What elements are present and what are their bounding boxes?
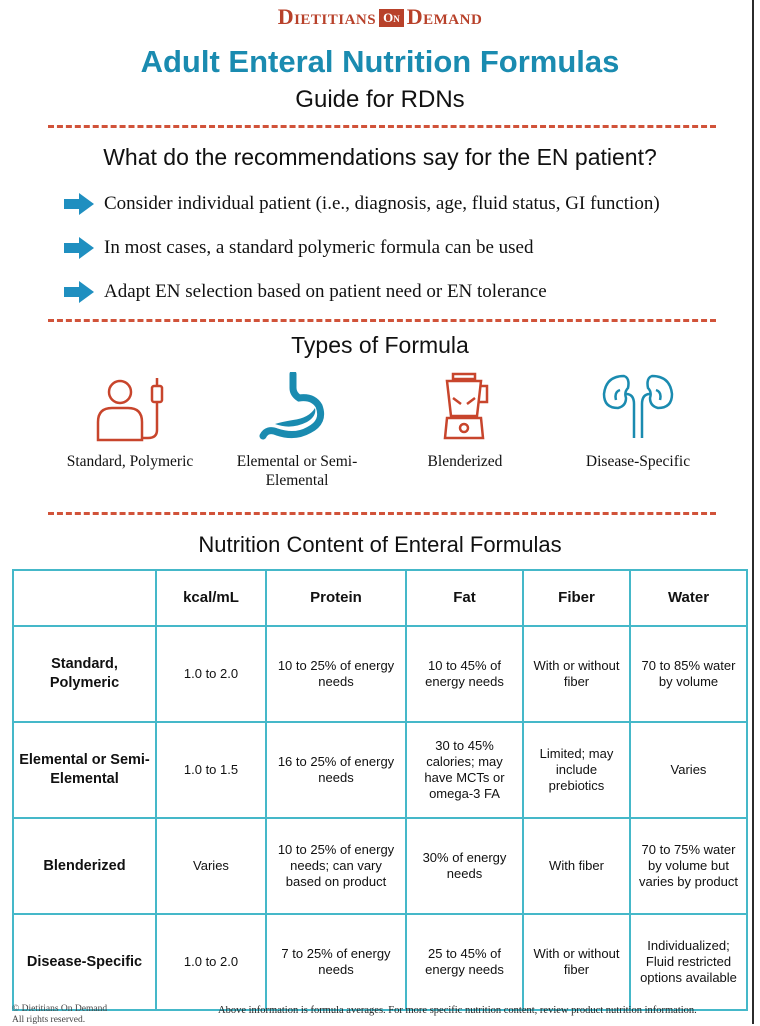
- table-cell: 10 to 45% of energy needs: [406, 626, 523, 722]
- table-cell: With or without fiber: [523, 626, 630, 722]
- brand-on-badge: On: [379, 9, 404, 27]
- table-row: [13, 914, 747, 1010]
- formula-type-blenderized: [375, 372, 555, 471]
- arrow-right-icon: [64, 193, 94, 215]
- table-cell: 30% of energy needs: [406, 818, 523, 914]
- rights-text: All rights reserved.: [12, 1015, 86, 1025]
- row-header: Elemental or Semi-Elemental: [13, 722, 156, 818]
- brand-word-1: Dietitians: [277, 4, 377, 29]
- recommendations-question: What do the recommendations say for the EN patient?: [103, 144, 657, 170]
- table-cell: 30 to 45% calories; may have MCTs or omega-3 FA: [406, 722, 523, 818]
- table-row: [13, 818, 747, 914]
- table-cell: 70 to 85% water by volume: [630, 626, 747, 722]
- arrow-right-icon: [64, 281, 94, 303]
- formula-type-standard: [40, 372, 220, 471]
- nutrition-content-table: [12, 569, 748, 1011]
- column-header: Water: [630, 570, 747, 626]
- list-item-text: Adapt EN selection based on patient need or EN tolerance: [104, 281, 547, 302]
- table-cell: 70 to 75% water by volume but varies by product: [630, 818, 747, 914]
- table-cell: Varies: [156, 818, 266, 914]
- table-cell: 1.0 to 1.5: [156, 722, 266, 818]
- table-cell: Individualized; Fluid restricted options available: [630, 914, 747, 1010]
- table-cell: 25 to 45% of energy needs: [406, 914, 523, 1010]
- formula-type-label: Disease-Specific: [585, 453, 691, 470]
- brand-logo: [0, 4, 760, 30]
- formula-type-elemental: [207, 372, 387, 490]
- row-header: Disease-Specific: [13, 914, 156, 1010]
- table-row: [13, 722, 747, 818]
- list-item-text: Consider individual patient (i.e., diagnosis, age, fluid status, GI function): [104, 193, 660, 214]
- formula-type-label: Elemental or Semi-Elemental: [236, 453, 358, 489]
- list-item-text: In most cases, a standard polymeric formula can be used: [104, 237, 534, 258]
- section-divider: [48, 125, 716, 128]
- table-cell: 10 to 25% of energy needs: [266, 626, 406, 722]
- table-row: [13, 626, 747, 722]
- blender-icon: [425, 372, 505, 442]
- list-item: [64, 270, 744, 314]
- table-cell: 7 to 25% of energy needs: [266, 914, 406, 1010]
- section-divider: [48, 319, 716, 322]
- list-item: [64, 182, 744, 226]
- row-header: Standard, Polymeric: [13, 626, 156, 722]
- recommendations-list: [64, 182, 744, 314]
- copyright-text: © Dietitians On Demand: [12, 1004, 108, 1014]
- footer-note: Above information is formula averages. For more specific nutrition content, review product nutrition information.: [218, 1005, 697, 1016]
- table-cell: 10 to 25% of energy needs; can vary based on product: [266, 818, 406, 914]
- formula-type-disease-specific: [548, 372, 728, 471]
- column-header: Protein: [266, 570, 406, 626]
- table-cell: Limited; may include prebiotics: [523, 722, 630, 818]
- list-item: [64, 226, 744, 270]
- kidneys-icon: [598, 372, 678, 442]
- types-title: Types of Formula: [291, 332, 469, 358]
- table-cell: Varies: [630, 722, 747, 818]
- footer-copyright: [12, 1004, 107, 1026]
- column-header: Fat: [406, 570, 523, 626]
- brand-word-2: Demand: [406, 4, 483, 29]
- table-cell: With or without fiber: [523, 914, 630, 1010]
- formula-type-label: Blenderized: [427, 453, 503, 470]
- person-with-feeding-pump-icon: [90, 372, 170, 442]
- section-divider: [48, 512, 716, 515]
- stomach-icon: [257, 372, 337, 442]
- table-cell: With fiber: [523, 818, 630, 914]
- column-header: [13, 570, 156, 626]
- row-header: Blenderized: [13, 818, 156, 914]
- table-cell: 16 to 25% of energy needs: [266, 722, 406, 818]
- column-header: kcal/mL: [156, 570, 266, 626]
- table-cell: 1.0 to 2.0: [156, 626, 266, 722]
- formula-type-label: Standard, Polymeric: [66, 453, 194, 470]
- page-title: Adult Enteral Nutrition Formulas: [140, 44, 620, 79]
- column-header: Fiber: [523, 570, 630, 626]
- table-header-row: [13, 570, 747, 626]
- nutrition-table-title: Nutrition Content of Enteral Formulas: [198, 532, 562, 557]
- arrow-right-icon: [64, 237, 94, 259]
- table-cell: 1.0 to 2.0: [156, 914, 266, 1010]
- page-subtitle: Guide for RDNs: [295, 86, 465, 113]
